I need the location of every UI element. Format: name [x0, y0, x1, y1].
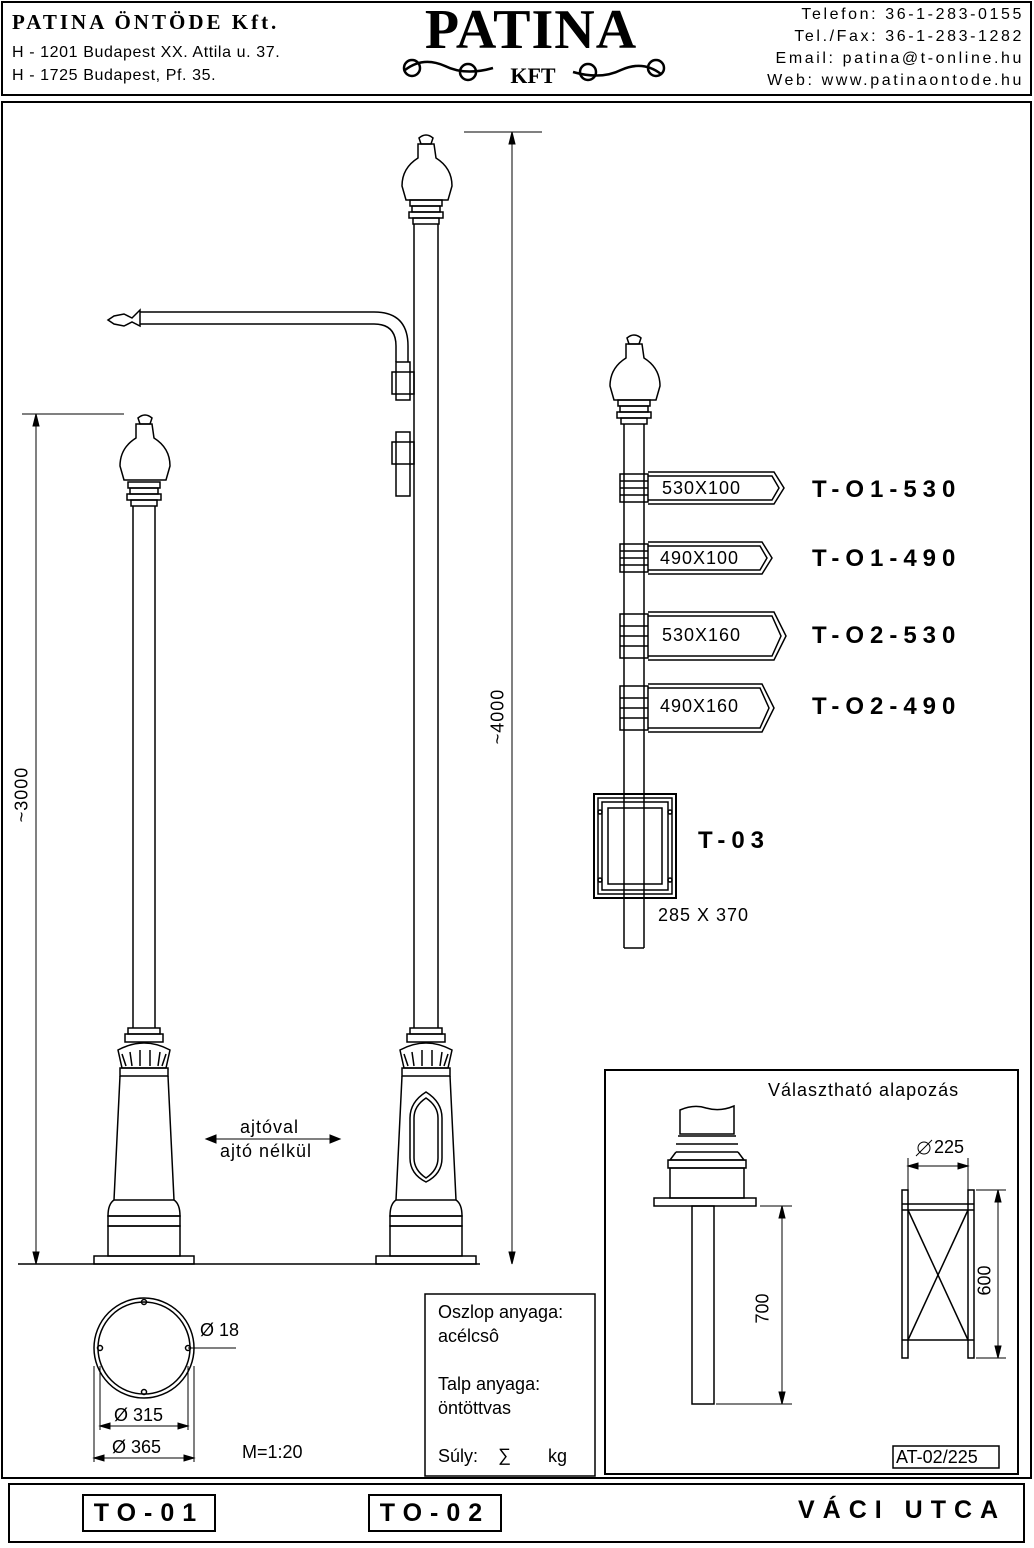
door-with-label: ajtóval — [240, 1117, 300, 1137]
drawing-frame — [2, 102, 1031, 1478]
sign-4-code: T-O2-490 — [812, 693, 962, 720]
foundation-code: AT-02/225 — [896, 1447, 978, 1467]
column-material-value: acélcsô — [438, 1326, 500, 1346]
foundation-title: Választható alapozás — [768, 1080, 960, 1100]
foundation-height-600: 600 — [974, 1265, 995, 1296]
foundation-diameter-225: 225 — [934, 1137, 965, 1157]
weight-sum-symbol: ∑ — [498, 1445, 511, 1465]
base-material-value: öntöttvas — [438, 1398, 512, 1418]
foundation-box — [605, 1070, 1018, 1474]
column-to-02 — [108, 135, 476, 1264]
fax: Tel./Fax: 36-1-283-1282 — [794, 28, 1024, 45]
column-material-label: Oszlop anyaga: — [438, 1302, 564, 1322]
foundation-drawing — [654, 1106, 1006, 1468]
scale-label: M=1:20 — [242, 1442, 303, 1462]
sign-3-size: 530X160 — [662, 625, 742, 645]
phone: Telefon: 36-1-283-0155 — [801, 6, 1024, 23]
base-hole-diameter: Ø 18 — [200, 1320, 240, 1340]
dimension-3000 — [22, 414, 124, 1264]
sign-2-size: 490X100 — [660, 548, 740, 568]
company-name: PATINA ÖNTÖDE Kft. — [12, 10, 280, 34]
height-4000-label: ~4000 — [487, 688, 508, 745]
base-material-label: Talp anyaga: — [438, 1374, 541, 1394]
frame-size: 285 X 370 — [658, 905, 750, 925]
weight-label: Súly: — [438, 1446, 479, 1466]
street-name: VÁCI UTCA — [798, 1496, 1007, 1524]
website: Web: www.patinaontode.hu — [767, 72, 1024, 89]
height-3000-label: ~3000 — [11, 766, 32, 823]
base-outer-diameter: Ø 365 — [112, 1437, 162, 1457]
product-code-2: TO-02 — [368, 1494, 502, 1532]
column-to-01 — [94, 415, 194, 1264]
sign-1-code: T-O1-530 — [812, 476, 962, 503]
base-inner-diameter: Ø 315 — [114, 1405, 164, 1425]
sign-1-size: 530X100 — [662, 478, 742, 498]
logo-title: PATINA — [424, 0, 638, 61]
address-line-2: H - 1725 Budapest, Pf. 35. — [12, 67, 217, 84]
email: Email: patina@t-online.hu — [775, 50, 1024, 67]
foundation-depth-700: 700 — [752, 1293, 773, 1324]
address-line-1: H - 1201 Budapest XX. Attila u. 37. — [12, 44, 281, 61]
frame-code: T-03 — [698, 827, 771, 854]
sign-4-size: 490X160 — [660, 696, 740, 716]
door-without-label: ajtó nélkül — [220, 1141, 313, 1161]
weight-unit: kg — [548, 1446, 568, 1466]
sign-3-code: T-O2-530 — [812, 622, 962, 649]
sign-2-code: T-O1-490 — [812, 545, 962, 572]
logo-subtitle: KFT — [510, 63, 556, 88]
product-code-1: TO-01 — [82, 1494, 216, 1532]
